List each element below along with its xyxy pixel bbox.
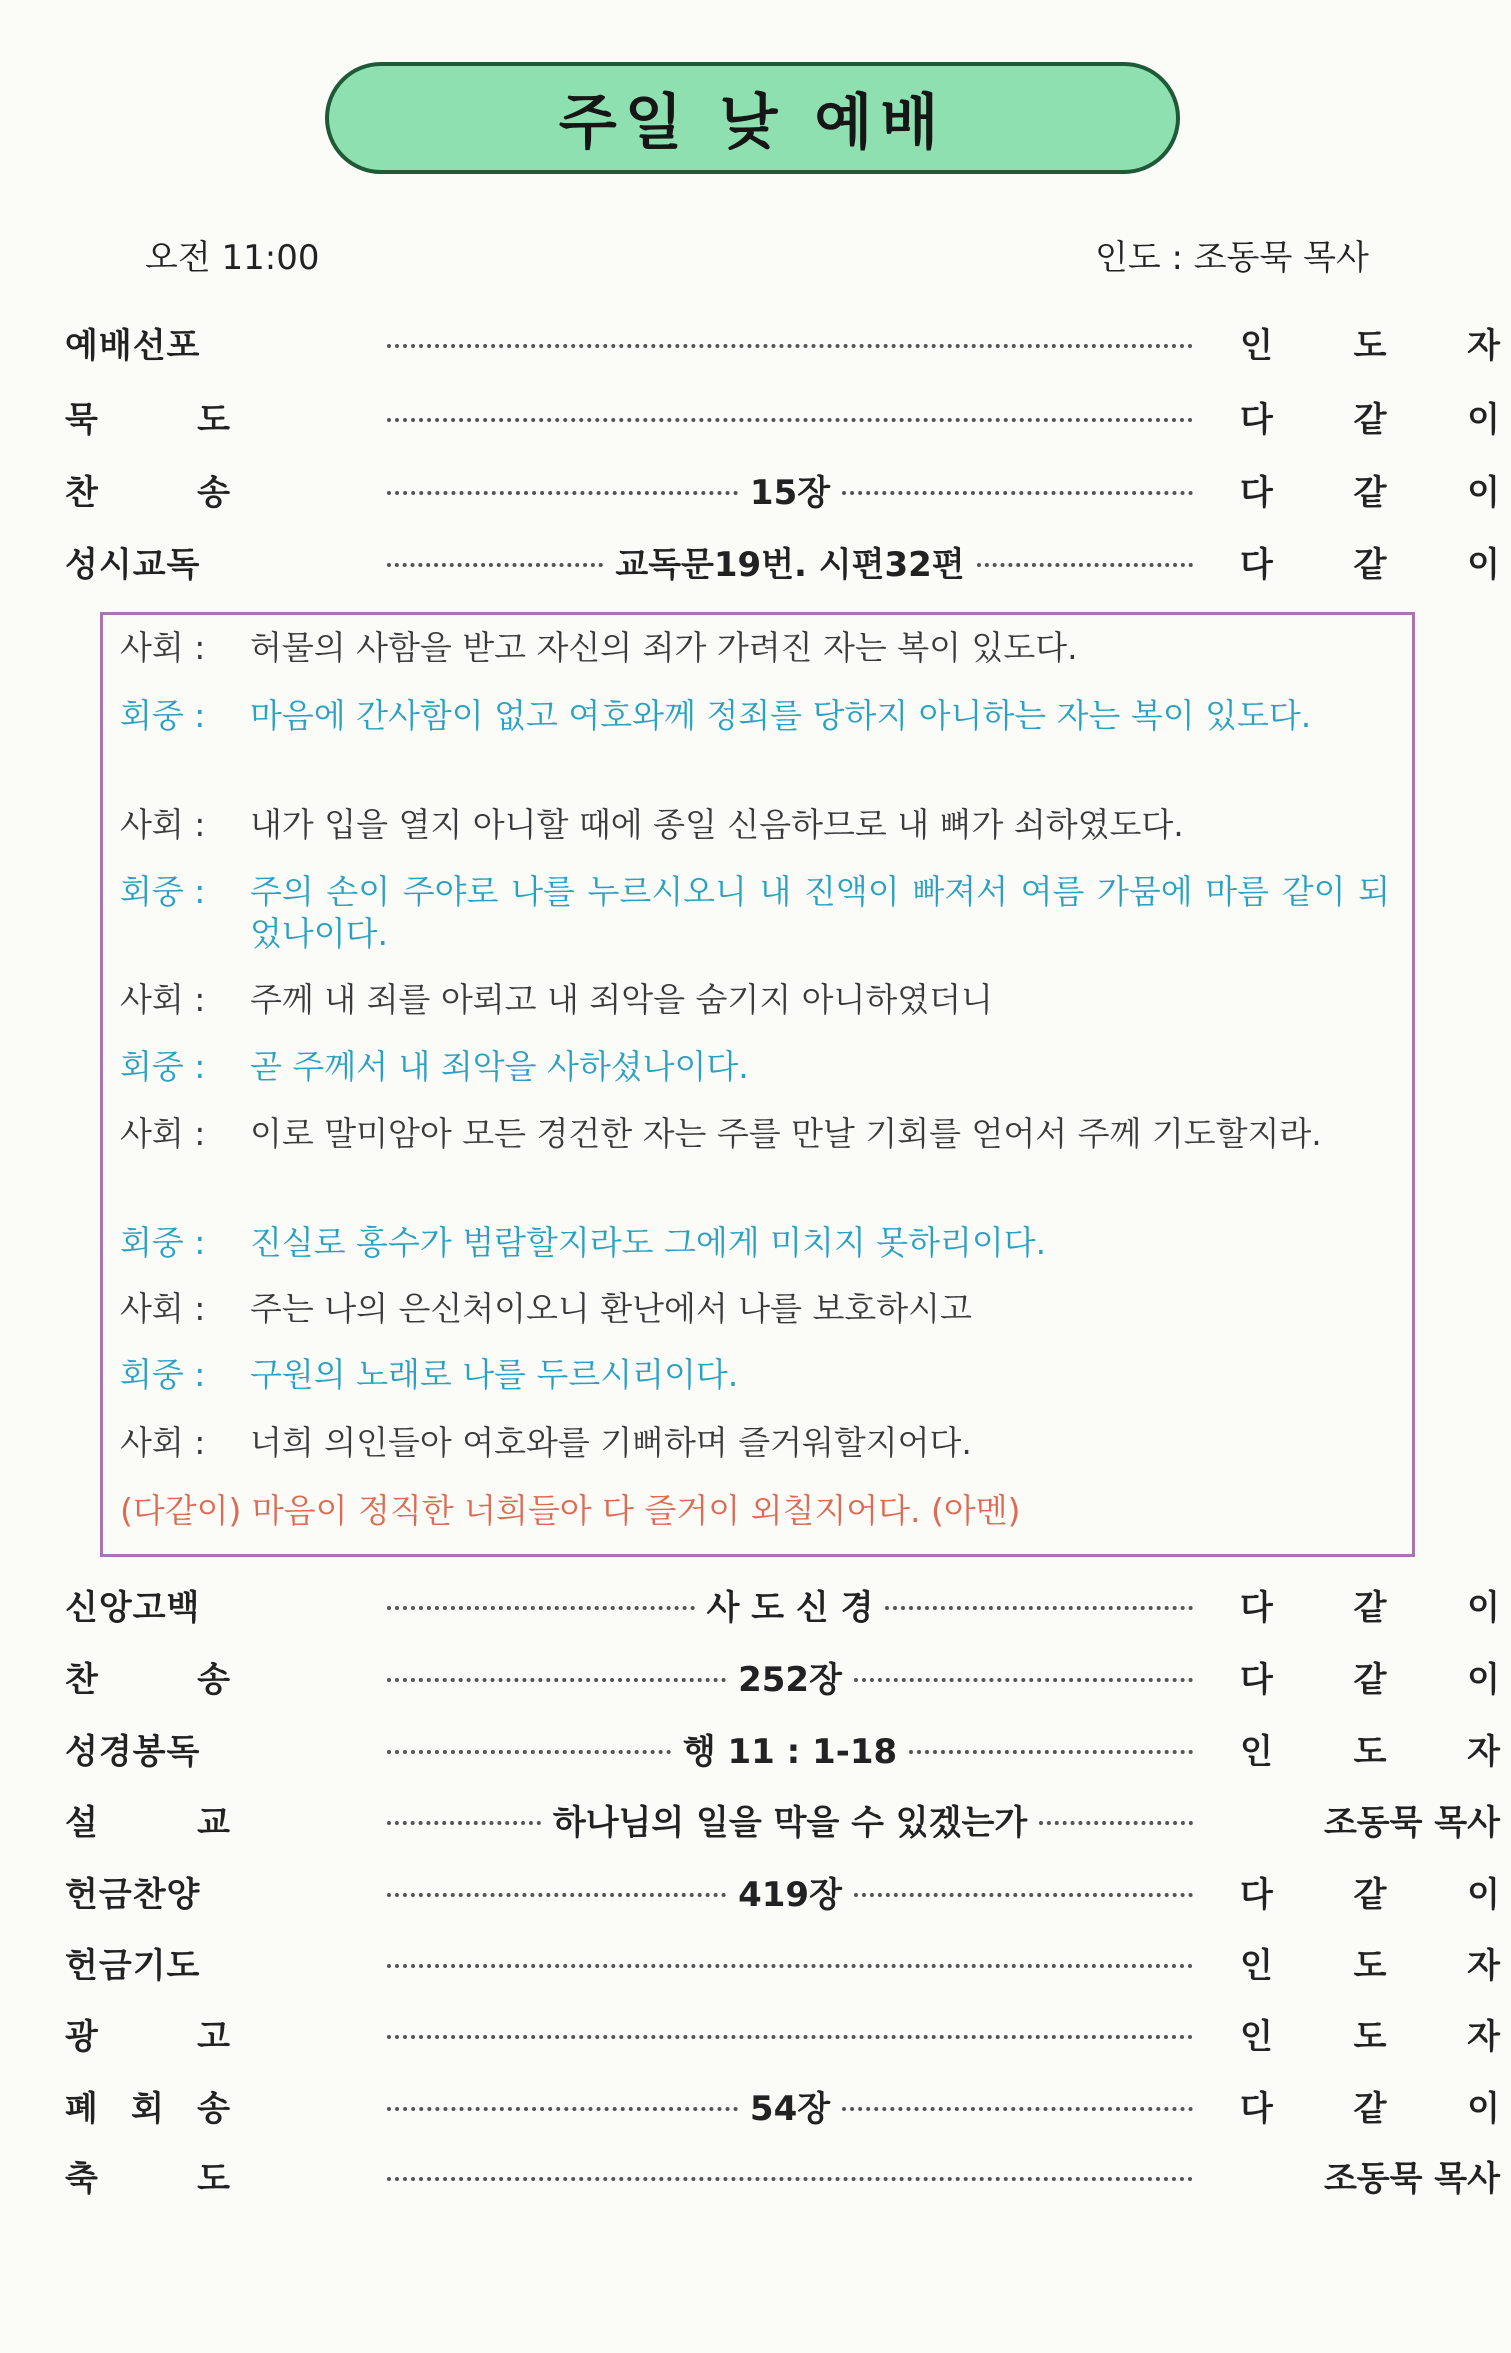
text-part: 인: [1240, 1731, 1273, 1772]
reading-text: 주는 나의 은신처이오니 환난에서 나를 보호하시고: [250, 1289, 972, 1328]
text-part: 설: [65, 1802, 98, 1843]
text-part: 같: [1353, 544, 1387, 585]
order-row-responsive-reading: [65, 535, 1500, 587]
dot-leader: [387, 1606, 695, 1610]
reading-line-all: [120, 1490, 1390, 1532]
text-part: 자: [1467, 2016, 1500, 2057]
dot-leader: [387, 563, 603, 567]
reading-text: 너희 의인들아 여호와를 기뻐하며 즐거워할지어다.: [250, 1423, 972, 1462]
text-part: 도: [1353, 1731, 1387, 1772]
reading-speaker: 사회 :: [120, 628, 206, 667]
dot-leader: [387, 1821, 541, 1825]
order-performer: [1240, 1724, 1500, 1773]
reading-text: 곧 주께서 내 죄악을 사하셨나이다.: [250, 1047, 749, 1086]
order-label: [65, 2081, 230, 2130]
text-part: 이: [1467, 1587, 1500, 1628]
text-part: 다: [1240, 399, 1273, 440]
text-part: 도: [1353, 325, 1387, 366]
text-part: 찬: [65, 1659, 98, 1700]
text-part: 광: [65, 2016, 98, 2057]
order-row-benediction: [65, 2149, 1500, 2201]
reading-line: [120, 1422, 1390, 1464]
reading-line: [120, 1113, 1390, 1155]
order-performer: [1240, 465, 1500, 514]
dot-leader: [1039, 1821, 1193, 1825]
reading-text: 주께 내 죄를 아뢰고 내 죄악을 숨기지 아니하였더니: [250, 980, 993, 1019]
text-part: 폐: [65, 2088, 98, 2129]
service-leader: 인도 : 조동묵 목사: [1095, 238, 1369, 278]
text-part: 다: [1240, 472, 1273, 513]
dot-leader: [387, 1750, 671, 1754]
text-part: 자: [1467, 1731, 1500, 1772]
order-performer: [1240, 1652, 1500, 1701]
dot-leader: [387, 1964, 1193, 1968]
dot-leader: [387, 418, 1193, 422]
reading-text: 이로 말미암아 모든 경건한 자는 주를 만날 기회를 얻어서 주께 기도할지라.: [250, 1114, 1322, 1153]
text-part: 자: [1467, 325, 1500, 366]
order-label: 헌금찬양: [65, 1874, 201, 1915]
reading-text: 주의 손이 주야로 나를 누르시오니 내 진액이 빠져서 여름 가뭄에 마름 같이 되었나이다.: [250, 872, 1390, 953]
dot-leader: [854, 1893, 1193, 1897]
order-row-silent-prayer: [65, 390, 1500, 442]
order-label: [65, 1795, 230, 1844]
reading-speaker: 사회 :: [120, 1114, 206, 1153]
order-row-offering-prayer: [65, 1936, 1500, 1988]
order-content: 교독문19번. 시편32편: [615, 544, 965, 585]
order-performer: 조동묵 목사: [1323, 1802, 1500, 1843]
text-part: 이: [1467, 399, 1500, 440]
reading-line: [120, 1046, 1390, 1088]
order-label: 헌금기도: [65, 1945, 201, 1986]
order-performer: [1240, 1580, 1500, 1629]
text-part: 다: [1240, 1587, 1273, 1628]
order-performer: 조동묵 목사: [1323, 2158, 1500, 2199]
order-row-hymn-2: [65, 1650, 1500, 1702]
order-label: 성경봉독: [65, 1731, 201, 1772]
text-part: 이: [1467, 472, 1500, 513]
dot-leader: [387, 1893, 726, 1897]
reading-line: [120, 1354, 1390, 1396]
text-part: 같: [1353, 1587, 1387, 1628]
text-part: 고: [197, 2016, 230, 2057]
dot-leader: [885, 1606, 1193, 1610]
order-performer: [1240, 537, 1500, 586]
order-label: [65, 2151, 230, 2200]
dot-leader: [387, 344, 1193, 348]
text-part: 묵: [65, 399, 98, 440]
order-performer: [1240, 392, 1500, 441]
dot-leader: [854, 1678, 1193, 1682]
dot-leader: [909, 1750, 1193, 1754]
order-performer: [1240, 318, 1500, 367]
reading-line: [120, 627, 1390, 669]
text-part: 송: [197, 2088, 230, 2129]
text-part: 다: [1240, 2088, 1273, 2129]
order-content: 419장: [738, 1874, 842, 1915]
order-performer: [1240, 1938, 1500, 1987]
order-content: 하나님의 일을 막을 수 있겠는가: [552, 1802, 1028, 1843]
dot-leader: [842, 491, 1193, 495]
reading-speaker: 회중 :: [120, 1223, 206, 1262]
text-part: 이: [1467, 544, 1500, 585]
text-part: 도: [197, 2158, 230, 2199]
reading-speaker: 회중 :: [120, 872, 206, 911]
order-row-closing-hymn: [65, 2079, 1500, 2131]
reading-speaker: 회중 :: [120, 1355, 206, 1394]
order-performer: [1240, 2009, 1500, 2058]
reading-text: 내가 입을 열지 아니할 때에 종일 신음하므로 내 뼈가 쇠하였도다.: [250, 805, 1184, 844]
reading-line: [120, 695, 1390, 737]
dot-leader: [977, 563, 1193, 567]
text-part: 회: [131, 2088, 164, 2129]
order-row-offering-hymn: [65, 1865, 1500, 1917]
reading-speaker: 회중 :: [120, 1047, 206, 1086]
reading-text: 진실로 홍수가 범람할지라도 그에게 미치지 못하리이다.: [250, 1223, 1047, 1262]
reading-line: [120, 871, 1390, 955]
text-part: 같: [1353, 399, 1387, 440]
dot-leader: [387, 491, 738, 495]
text-part: 송: [197, 472, 230, 513]
dot-leader: [387, 2035, 1193, 2039]
text-part: 도: [197, 399, 230, 440]
order-performer: [1240, 2081, 1500, 2130]
text-part: 이: [1467, 2088, 1500, 2129]
order-content: 15장: [749, 472, 831, 513]
order-row-scripture: [65, 1722, 1500, 1774]
order-label: 신앙고백: [65, 1587, 201, 1628]
order-row-sermon: [65, 1793, 1500, 1845]
order-label: [65, 392, 230, 441]
text-part: 축: [65, 2158, 98, 2199]
text-part: 인: [1240, 2016, 1273, 2057]
order-row-announcements: [65, 2007, 1500, 2059]
reading-speaker: 사회 :: [120, 980, 206, 1019]
order-label: 성시교독: [65, 544, 201, 585]
text-part: 다: [1240, 544, 1273, 585]
reading-line: [120, 804, 1390, 846]
reading-speaker: 사회 :: [120, 1289, 206, 1328]
dot-leader: [387, 2107, 738, 2111]
reading-line: [120, 979, 1390, 1021]
reading-speaker: 사회 :: [120, 805, 206, 844]
order-performer: [1240, 1867, 1500, 1916]
order-content: 사 도 신 경: [706, 1587, 874, 1628]
text-part: 도: [1353, 2016, 1387, 2057]
text-part: 다: [1240, 1659, 1273, 1700]
reading-text: 구원의 노래로 나를 두르시리이다.: [250, 1355, 739, 1394]
reading-text: (다같이) 마음이 정직한 너희들아 다 즐거이 외칠지어다. (아멘): [120, 1491, 1021, 1530]
text-part: 찬: [65, 472, 98, 513]
order-content: 252장: [738, 1659, 842, 1700]
order-content: 54장: [749, 2088, 831, 2129]
text-part: 같: [1353, 472, 1387, 513]
order-label: [65, 2009, 230, 2058]
reading-speaker: 회중 :: [120, 696, 206, 735]
text-part: 인: [1240, 325, 1273, 366]
order-row-creed: [65, 1578, 1500, 1630]
text-part: 다: [1240, 1874, 1273, 1915]
order-row-hymn: [65, 463, 1500, 515]
order-label: [65, 465, 230, 514]
text-part: 교: [197, 1802, 230, 1843]
page-title: 주일 낮 예배: [325, 62, 1180, 174]
order-content: 행 11 : 1-18: [682, 1731, 898, 1772]
reading-line: [120, 1288, 1390, 1330]
text-part: 이: [1467, 1874, 1500, 1915]
reading-speaker: 사회 :: [120, 1423, 206, 1462]
order-label: [65, 1652, 230, 1701]
text-part: 인: [1240, 1945, 1273, 1986]
reading-text: 허물의 사함을 받고 자신의 죄가 가려진 자는 복이 있도다.: [250, 628, 1078, 667]
text-part: 같: [1353, 1874, 1387, 1915]
order-label: 예배선포: [65, 325, 201, 366]
text-part: 자: [1467, 1945, 1500, 1986]
text-part: 이: [1467, 1659, 1500, 1700]
text-part: 송: [197, 1659, 230, 1700]
text-part: 도: [1353, 1945, 1387, 1986]
text-part: 같: [1353, 1659, 1387, 1700]
reading-text: 마음에 간사함이 없고 여호와께 정죄를 당하지 아니하는 자는 복이 있도다.: [250, 696, 1312, 735]
service-time: 오전 11:00: [145, 238, 320, 278]
dot-leader: [842, 2107, 1193, 2111]
dot-leader: [387, 1678, 726, 1682]
text-part: 같: [1353, 2088, 1387, 2129]
reading-line: [120, 1222, 1390, 1264]
dot-leader: [387, 2177, 1193, 2181]
order-row-declaration: [65, 316, 1500, 368]
